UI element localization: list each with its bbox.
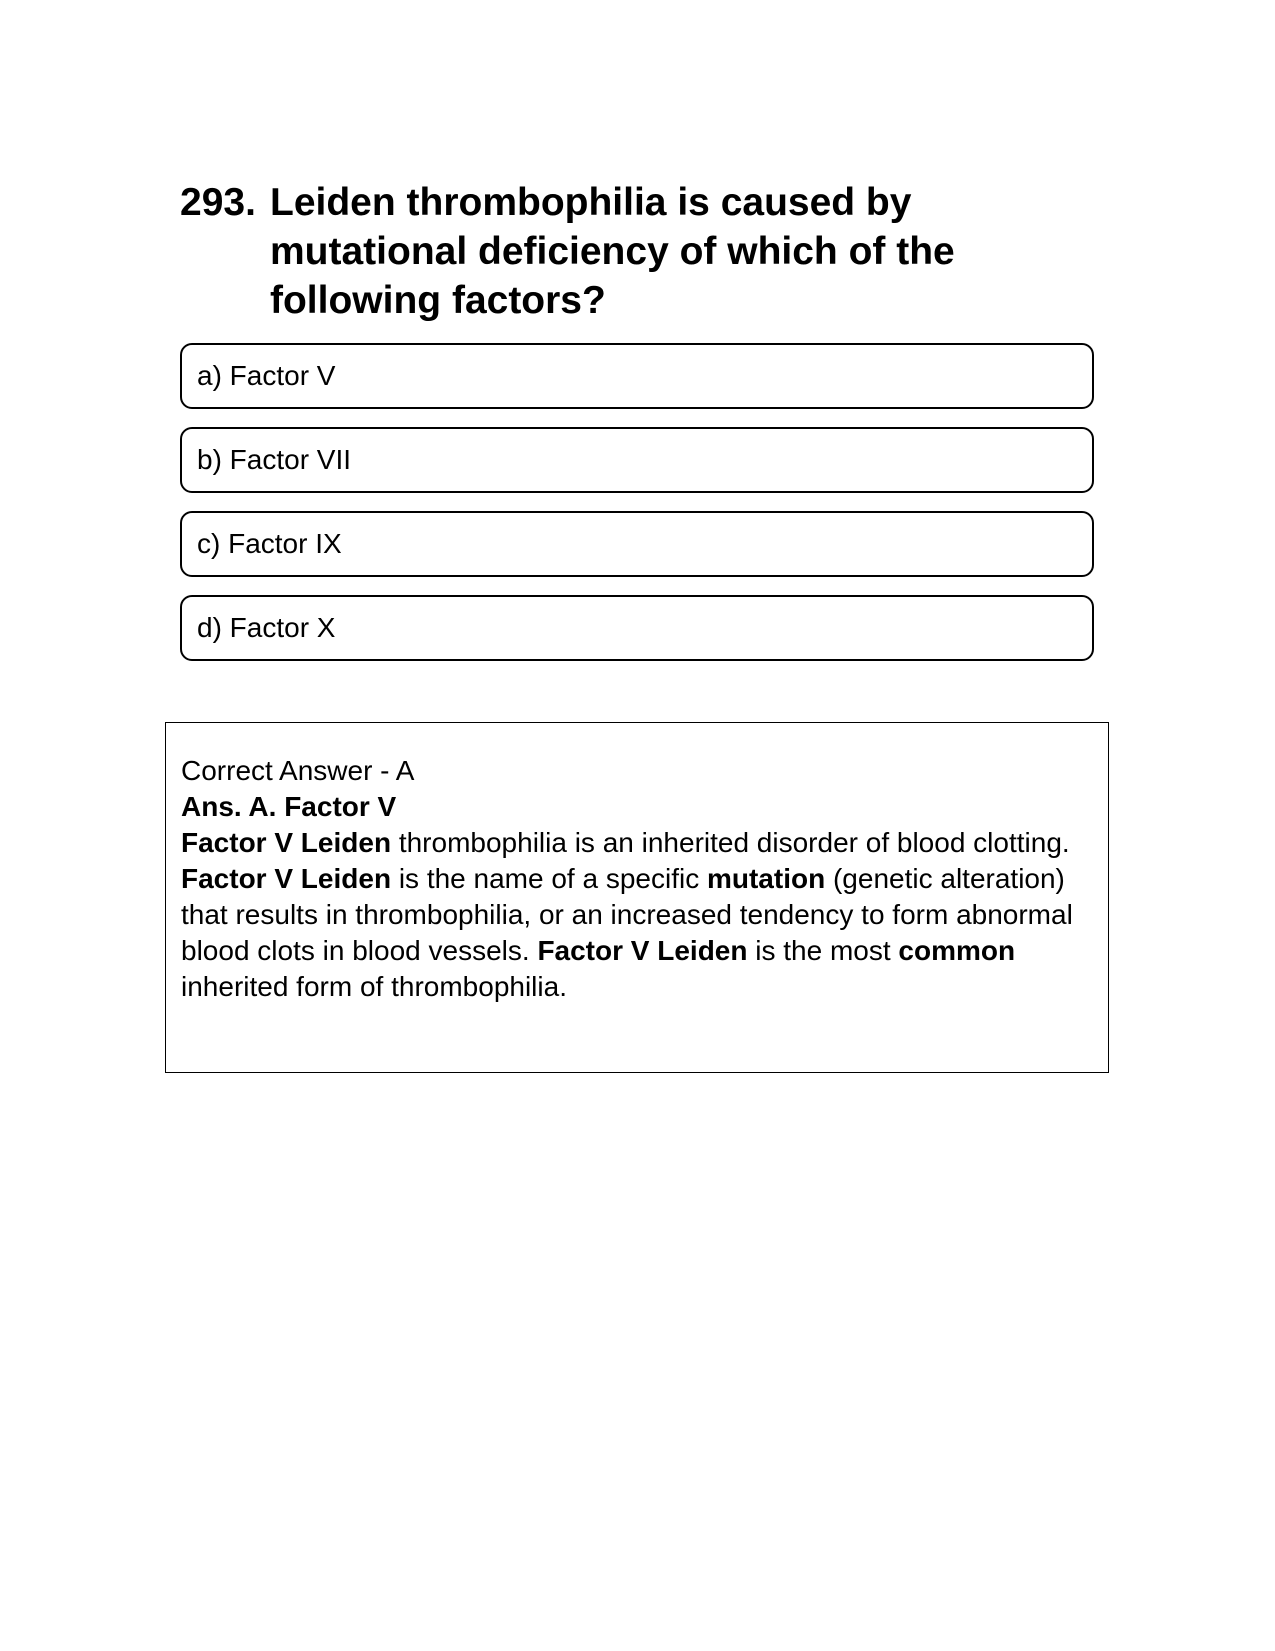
explanation-segment: inherited form of thrombophilia. bbox=[181, 971, 567, 1002]
answer-explanation-box bbox=[165, 722, 1109, 1073]
explanation-segment: thrombophilia is an inherited disorder of blood clotting. bbox=[391, 827, 1070, 858]
question-heading bbox=[180, 178, 1040, 325]
explanation-segment: is the name of a specific bbox=[391, 863, 707, 894]
explanation-bold-term: Factor V Leiden bbox=[537, 935, 748, 966]
explanation-text bbox=[181, 825, 1094, 1005]
explanation-segment: (genetic alteration) that results in thrombophilia, or an increased tendency to form abnormal blood clots in blood vessels. bbox=[181, 863, 1073, 966]
option-c[interactable]: c) Factor IX bbox=[180, 511, 1094, 577]
explanation-segment: is the most bbox=[747, 935, 899, 966]
correct-answer-line: Correct Answer - A bbox=[181, 755, 415, 786]
answer-heading: Ans. A. Factor V bbox=[181, 791, 397, 822]
question-text: Leiden thrombophilia is caused by mutational deficiency of which of the following factors? bbox=[270, 181, 955, 322]
explanation-bold-term: mutation bbox=[706, 863, 826, 894]
explanation-bold-term: Factor V Leiden bbox=[181, 863, 392, 894]
option-a[interactable]: a) Factor V bbox=[180, 343, 1094, 409]
option-b[interactable]: b) Factor VII bbox=[180, 427, 1094, 493]
explanation-bold-term: common bbox=[898, 935, 1016, 966]
explanation-bold-term: Factor V Leiden bbox=[181, 827, 392, 858]
option-d[interactable]: d) Factor X bbox=[180, 595, 1094, 661]
question-number: 293. bbox=[180, 181, 256, 224]
